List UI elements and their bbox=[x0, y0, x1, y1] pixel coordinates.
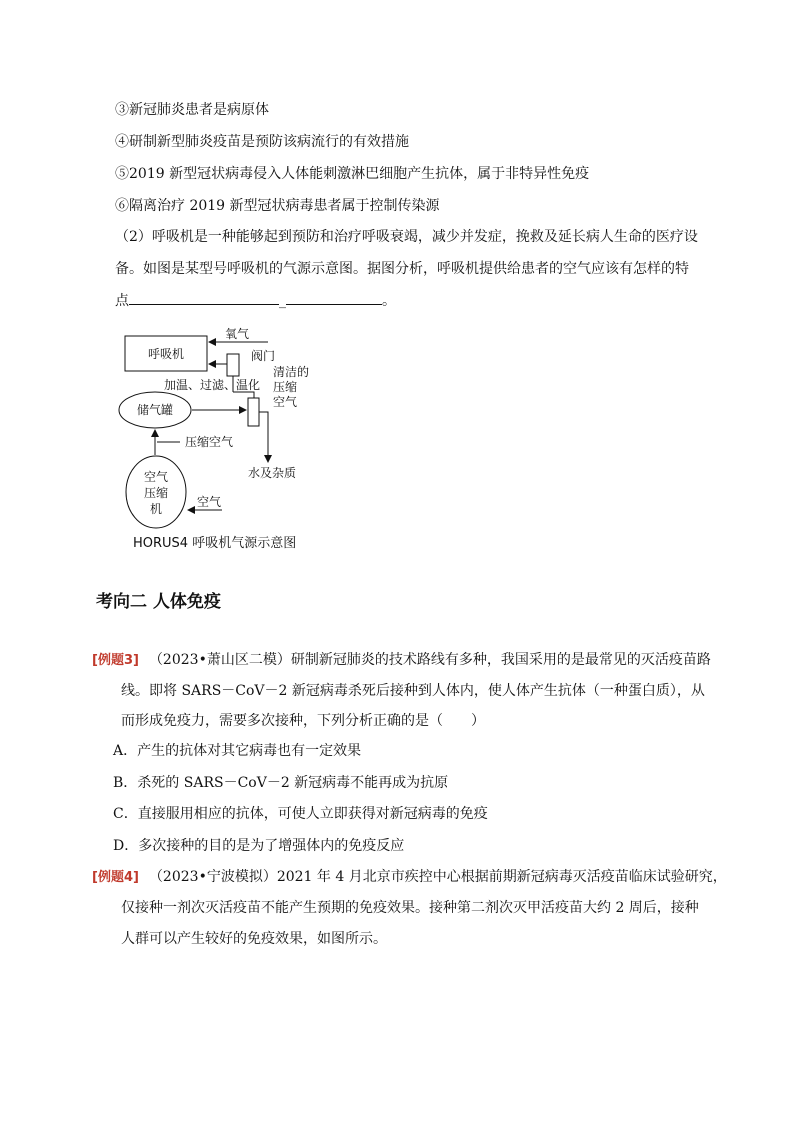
compressor-label-2: 压缩 bbox=[143, 486, 169, 500]
ex3-option-a[interactable]: A．产生的抗体对其它病毒也有一定效果 bbox=[113, 743, 362, 759]
clean-air-label-3: 空气 bbox=[273, 395, 298, 409]
ex4-tag: [例题4] bbox=[92, 870, 139, 885]
q2-line2: 备。如图是某型号呼吸机的气源示意图。据图分析，呼吸机提供给患者的空气应该有怎样的特 bbox=[115, 261, 689, 277]
ex3-option-d[interactable]: D．多次接种的目的是为了增强体内的免疫反应 bbox=[113, 838, 405, 854]
valve-label: 阀门 bbox=[251, 349, 276, 363]
clean-air-label-2: 压缩 bbox=[273, 380, 298, 394]
ex3-option-c[interactable]: C．直接服用相应的抗体，可使人立即获得对新冠病毒的免疫 bbox=[113, 806, 488, 822]
ex4-line1 bbox=[92, 867, 727, 888]
ex4-line3: 人群可以产生较好的免疫效果，如图所示。 bbox=[121, 931, 387, 947]
filter-box bbox=[248, 398, 259, 426]
water-outlet-arrow bbox=[259, 412, 268, 462]
diagram-caption: HORUS4 呼吸机气源示意图 bbox=[133, 536, 297, 551]
ex3-line1 bbox=[92, 650, 711, 671]
ex4-line2: 仅接种一剂次灭活疫苗不能产生预期的免疫效果。接种第二剂次灭甲活疫苗大约 2 周后，接种 bbox=[121, 900, 699, 916]
oxygen-label: 氧气 bbox=[224, 327, 250, 341]
section-title: 考向二 人体免疫 bbox=[96, 592, 221, 612]
clean-air-label-1: 清洁的 bbox=[273, 365, 310, 379]
q2-line1: （2）呼吸机是一种能够起到预防和治疗呼吸衰竭，减少并发症，挽救及延长病人生命的医疗设 bbox=[115, 229, 698, 245]
ex3-line3: 而形成免疫力，需要多次接种，下列分析正确的是（ ） bbox=[121, 713, 485, 729]
ex3-tag: [例题3] bbox=[92, 653, 139, 668]
item-3: ③新冠肺炎患者是病原体 bbox=[115, 102, 269, 118]
compressed-air-label: 压缩空气 bbox=[185, 435, 234, 449]
ex3-option-b[interactable]: B．杀死的 SARS－CoV－2 新冠病毒不能再成为抗原 bbox=[113, 775, 449, 791]
compressor-label-3: 机 bbox=[149, 502, 163, 516]
ventilator-air-source-diagram bbox=[0, 0, 794, 560]
valve-box bbox=[227, 354, 239, 376]
water-label: 水及杂质 bbox=[248, 466, 297, 480]
q2-line3-prefix: 点 bbox=[115, 293, 129, 309]
compressor-label-1: 空气 bbox=[143, 470, 169, 484]
ex4-text1: （2023•宁波模拟）2021 年 4 月北京市疾控中心根据前期新冠病毒灭活疫苗临床试验研究， bbox=[148, 869, 727, 885]
item-4: ④研制新型肺炎疫苗是预防该病流行的有效措施 bbox=[115, 134, 409, 150]
q2-line3-suffix: 。 bbox=[382, 293, 396, 309]
ex3-text1: （2023•萧山区二模）研制新冠肺炎的技术路线有多种，我国采用的是最常见的灭活疫苗路 bbox=[148, 652, 711, 668]
ventilator-label: 呼吸机 bbox=[147, 347, 185, 361]
ex3-line2: 线。即将 SARS－CoV－2 新冠病毒杀死后接种到人体内，使人体产生抗体（一种蛋白质），从 bbox=[121, 683, 705, 699]
filter-to-valve-path bbox=[233, 392, 254, 398]
q2-line3-mid: _ bbox=[279, 293, 286, 309]
air-tank-label: 储气罐 bbox=[136, 403, 174, 417]
item-6: ⑥隔离治疗 2019 新型冠状病毒患者属于控制传染源 bbox=[115, 198, 440, 214]
process-label: 加温、过滤、温化 bbox=[164, 378, 261, 392]
air-input-label: 空气 bbox=[196, 495, 222, 509]
item-5: ⑤2019 新型冠状病毒侵入人体能刺激淋巴细胞产生抗体，属于非特异性免疫 bbox=[115, 166, 590, 182]
